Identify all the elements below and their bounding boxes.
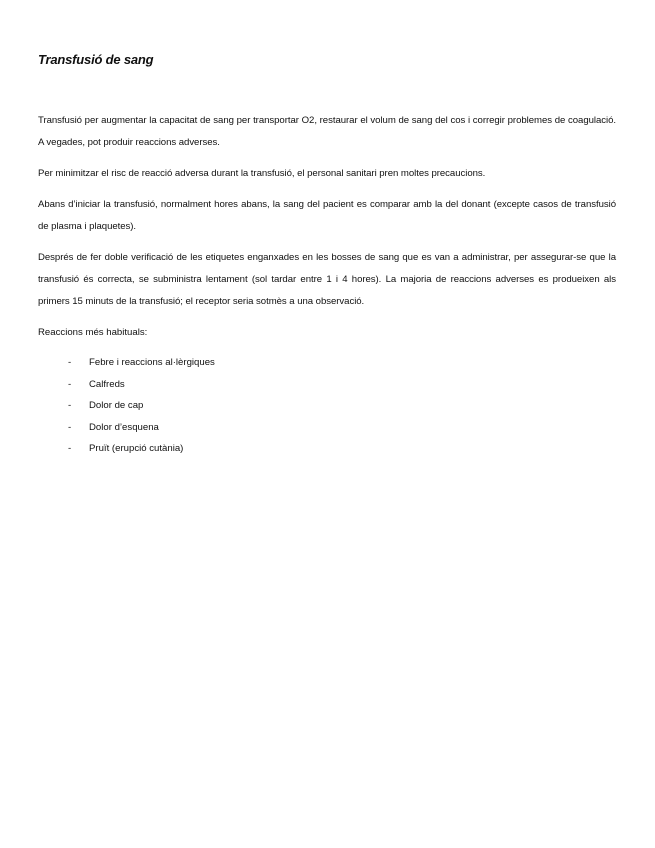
list-item — [38, 395, 616, 417]
reactions-list — [38, 352, 616, 460]
document-title: Transfusió de sang — [38, 52, 154, 67]
list-item — [38, 352, 616, 374]
list-item-label: Febre i reaccions al·lèrgiques — [89, 357, 215, 368]
list-item — [38, 374, 616, 396]
list-dash-marker: - — [68, 400, 72, 411]
paragraph-compatibility: Abans d’iniciar la transfusió, normalment hores abans, la sang del pacient es comparar amb la del donant (excepte casos de transfusió de plasma i plaquetes). — [38, 199, 616, 232]
list-item-label: Calfreds — [89, 378, 125, 390]
reactions-list-intro: Reaccions més habituals: — [38, 327, 148, 338]
document-content — [38, 51, 616, 460]
list-item-label: Dolor d’esquena — [89, 421, 159, 433]
list-item — [38, 417, 616, 439]
list-item-label: Pruït (erupció cutània) — [89, 443, 184, 454]
document-body — [38, 110, 616, 460]
paragraph-administration: Després de fer doble verificació de les etiquetes enganxades en les bosses de sang que es van a administrar, per assegurar-se que la transfusió és correcta, se subministra lentament (sol tardar entre 1 i 4 hores). La majoria de reaccions adverses es produeixen als primers 15 minuts de la transfusió; el receptor seria sotmès a una observació. — [38, 252, 616, 307]
list-item — [38, 438, 616, 460]
list-dash-marker: - — [68, 443, 72, 454]
list-item-label: Dolor de cap — [89, 400, 144, 411]
paragraph-precautions: Per minimitzar el risc de reacció adversa durant la transfusió, el personal sanitari pren moltes precaucions. — [38, 168, 486, 179]
list-dash-marker: - — [68, 421, 72, 433]
list-dash-marker: - — [68, 378, 72, 390]
list-dash-marker: - — [68, 357, 72, 368]
paragraph-purpose: Transfusió per augmentar la capacitat de sang per transportar O2, restaurar el volum de sang del cos i corregir problemes de coagulació. A vegades, pot produir reaccions adverses. — [38, 115, 616, 148]
